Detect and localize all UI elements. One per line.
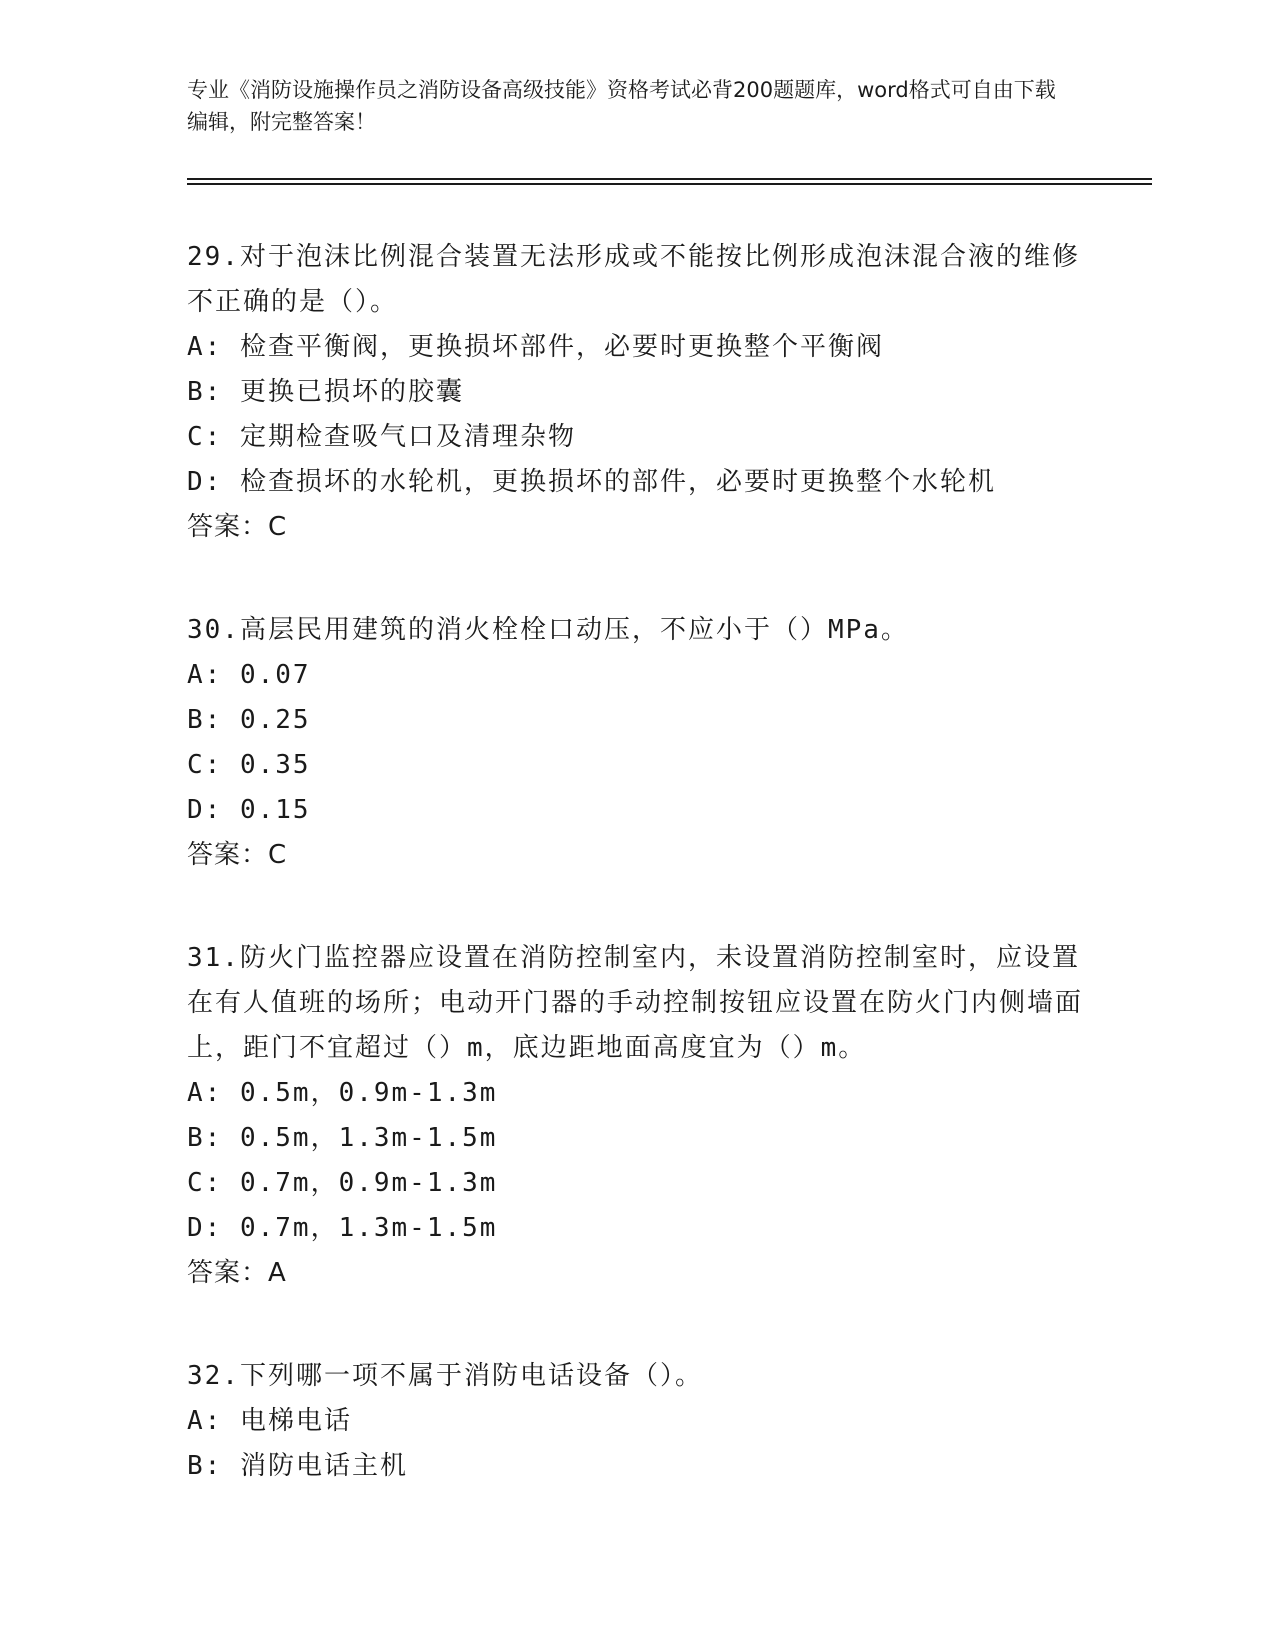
answer-line: 答案：C [187,840,288,870]
option-b: B: 更换已损坏的胶囊 [187,377,464,407]
option-b: B: 0.5m，1.3m-1.5m [187,1123,498,1153]
option-c: C: 0.35 [187,750,311,780]
question-31 [187,936,1087,1296]
question-32 [187,1354,1087,1489]
option-c: C: 定期检查吸气口及清理杂物 [187,422,576,452]
question-list [187,235,1087,1547]
answer-line: 答案：C [187,512,288,542]
option-a: A: 电梯电话 [187,1406,352,1436]
question-stem: 32.下列哪一项不属于消防电话设备（）。 [187,1361,703,1391]
option-d: D: 0.7m，1.3m-1.5m [187,1213,498,1243]
option-b: B: 消防电话主机 [187,1451,408,1481]
option-a: A: 0.07 [187,660,311,690]
question-29 [187,235,1087,550]
header-divider-top [187,178,1152,180]
option-d: D: 0.15 [187,795,311,825]
option-a: A: 检查平衡阀，更换损坏部件，必要时更换整个平衡阀 [187,332,884,362]
question-stem: 29.对于泡沫比例混合装置无法形成或不能按比例形成泡沫混合液的维修不正确的是（）。 [187,242,1080,317]
header-divider-bottom [187,183,1152,185]
option-d: D: 检查损坏的水轮机，更换损坏的部件，必要时更换整个水轮机 [187,467,996,497]
question-stem: 31.防火门监控器应设置在消防控制室内，未设置消防控制室时，应设置在有人值班的场所；电动开门器的手动控制按钮应设置在防火门内侧墙面上，距门不宜超过（）m，底边距地面高度宜为（）m。 [187,943,1084,1063]
question-stem: 30.高层民用建筑的消火栓栓口动压，不应小于（）MPa。 [187,615,909,645]
option-a: A: 0.5m，0.9m-1.3m [187,1078,498,1108]
answer-line: 答案：A [187,1258,287,1288]
question-30 [187,608,1087,878]
option-b: B: 0.25 [187,705,311,735]
document-header: 专业《消防设施操作员之消防设备高级技能》资格考试必背200题题库，word格式可自由下载编辑，附完整答案！ [187,78,1056,134]
option-c: C: 0.7m，0.9m-1.3m [187,1168,498,1198]
